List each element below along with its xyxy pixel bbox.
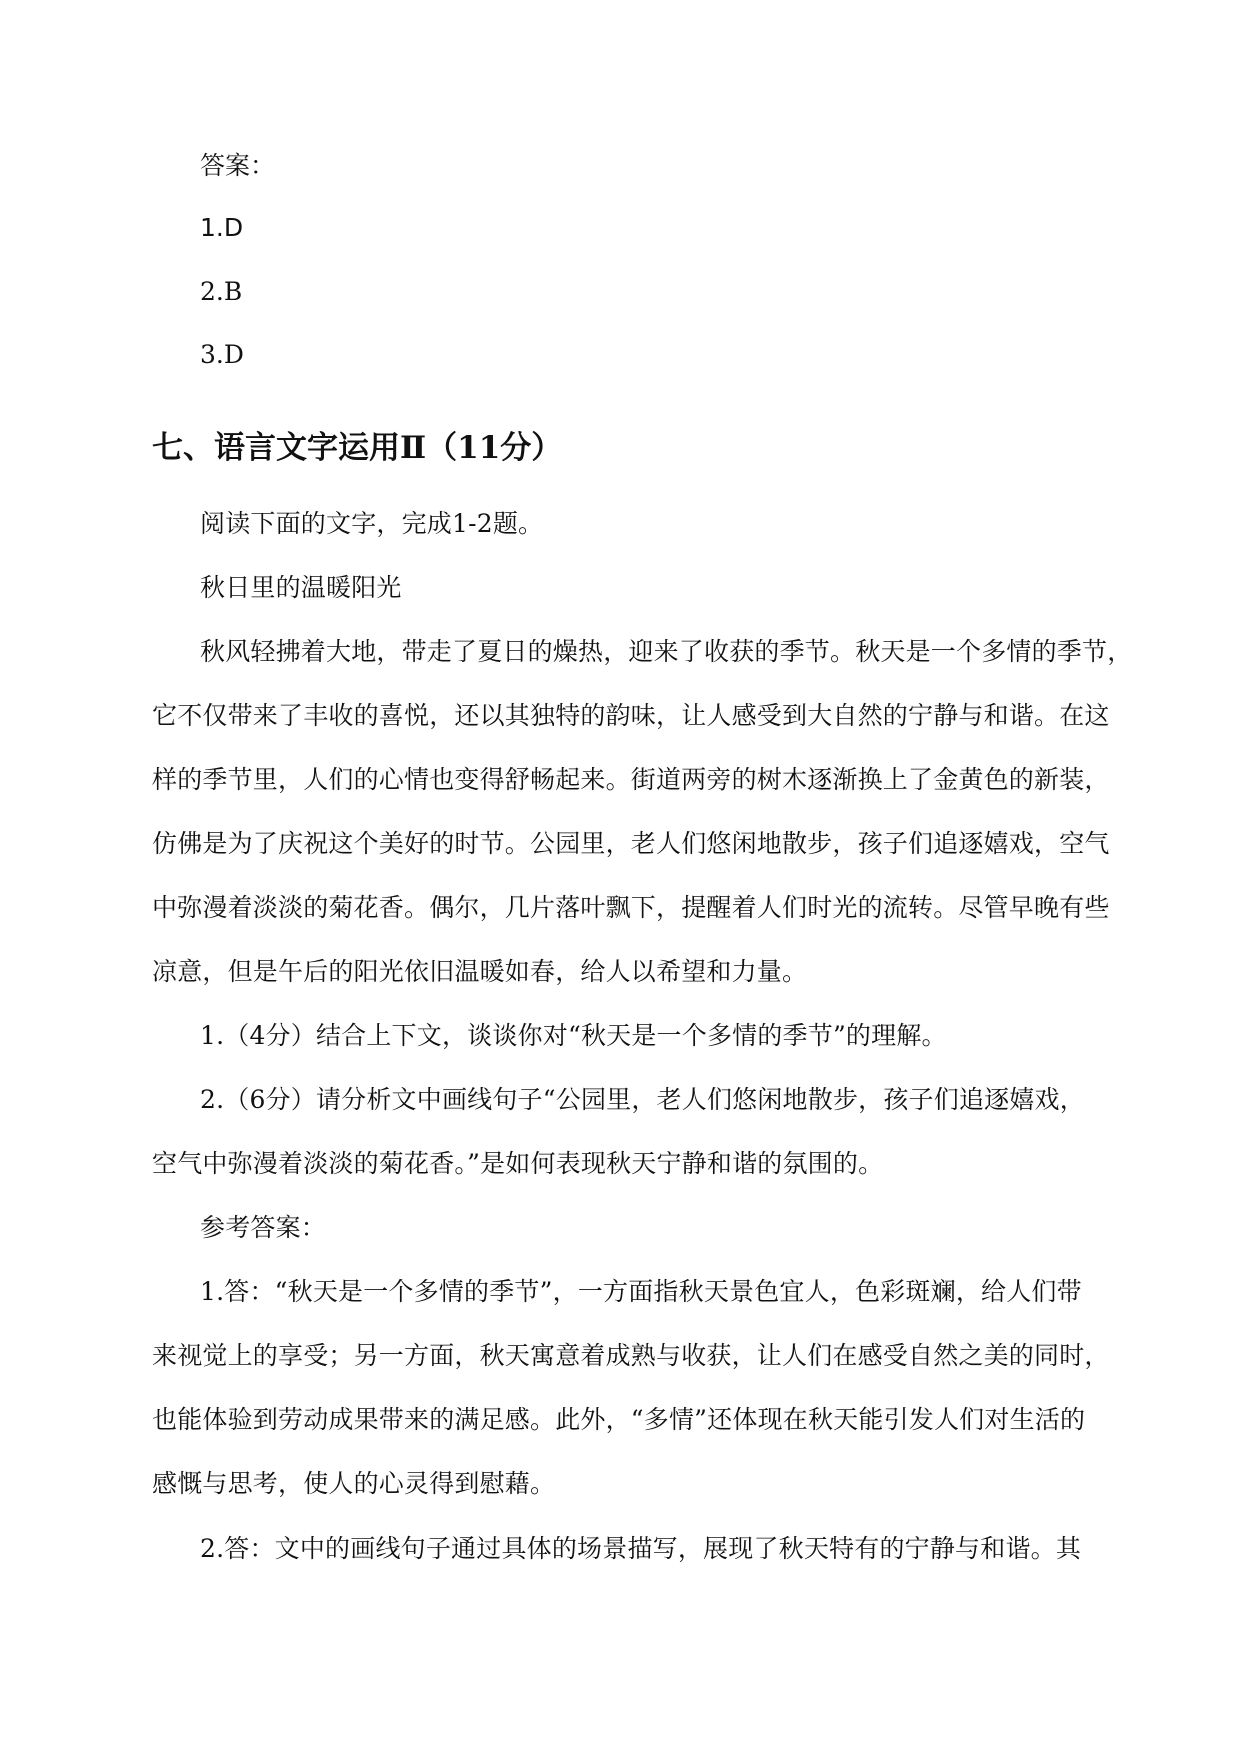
answer-1-line: 也能体验到劳动成果带来的满足感。此外，“多情”还体现在秋天能引发人们对生活的 [152, 1405, 1086, 1434]
passage-line: 凉意，但是午后的阳光依旧温暖如春，给人以希望和力量。 [152, 957, 808, 986]
reference-answer-label: 参考答案： [200, 1213, 327, 1242]
answer-2-line: 2.答：文中的画线句子通过具体的场景描写，展现了秋天特有的宁静与和谐。其 [200, 1534, 1082, 1563]
section-heading: 七、语言文字运用Ⅱ（11分） [152, 430, 563, 466]
question-2-line: 空气中弥漫着淡淡的菊花香。”是如何表现秋天宁静和谐的氛围的。 [152, 1149, 884, 1178]
answer-item-2: 2.B [200, 277, 243, 306]
passage-line: 仿佛是为了庆祝这个美好的时节。公园里，老人们悠闲地散步，孩子们追逐嬉戏，空气 [152, 829, 1110, 858]
question-2-line: 2.（6分）请分析文中画线句子“公园里，老人们悠闲地散步，孩子们追逐嬉戏， [200, 1085, 1085, 1114]
answer-item-1: 1.D [200, 213, 244, 242]
passage-title: 秋日里的温暖阳光 [200, 573, 402, 602]
instruction-text: 阅读下面的文字，完成1-2题。 [200, 509, 544, 538]
answer-1-line: 来视觉上的享受；另一方面，秋天寓意着成熟与收获，让人们在感受自然之美的同时， [152, 1341, 1110, 1370]
question-1: 1.（4分）结合上下文，谈谈你对“秋天是一个多情的季节”的理解。 [200, 1021, 947, 1050]
answer-1-line: 1.答：“秋天是一个多情的季节”，一方面指秋天景色宜人，色彩斑斓，给人们带 [200, 1277, 1082, 1306]
passage-line: 样的季节里，人们的心情也变得舒畅起来。街道两旁的树木逐渐换上了金黄色的新装， [152, 765, 1110, 794]
passage-line: 秋风轻拂着大地，带走了夏日的燥热，迎来了收获的季节。秋天是一个多情的季节， [200, 637, 1133, 666]
answer-1-line: 感慨与思考，使人的心灵得到慰藉。 [152, 1469, 556, 1498]
passage-line: 中弥漫着淡淡的菊花香。偶尔，几片落叶飘下，提醒着人们时光的流转。尽管早晚有些 [152, 893, 1110, 922]
answers-label: 答案： [200, 151, 276, 180]
answer-item-3: 3.D [200, 340, 244, 369]
passage-line: 它不仅带来了丰收的喜悦，还以其独特的韵味，让人感受到大自然的宁静与和谐。在这 [152, 701, 1110, 730]
